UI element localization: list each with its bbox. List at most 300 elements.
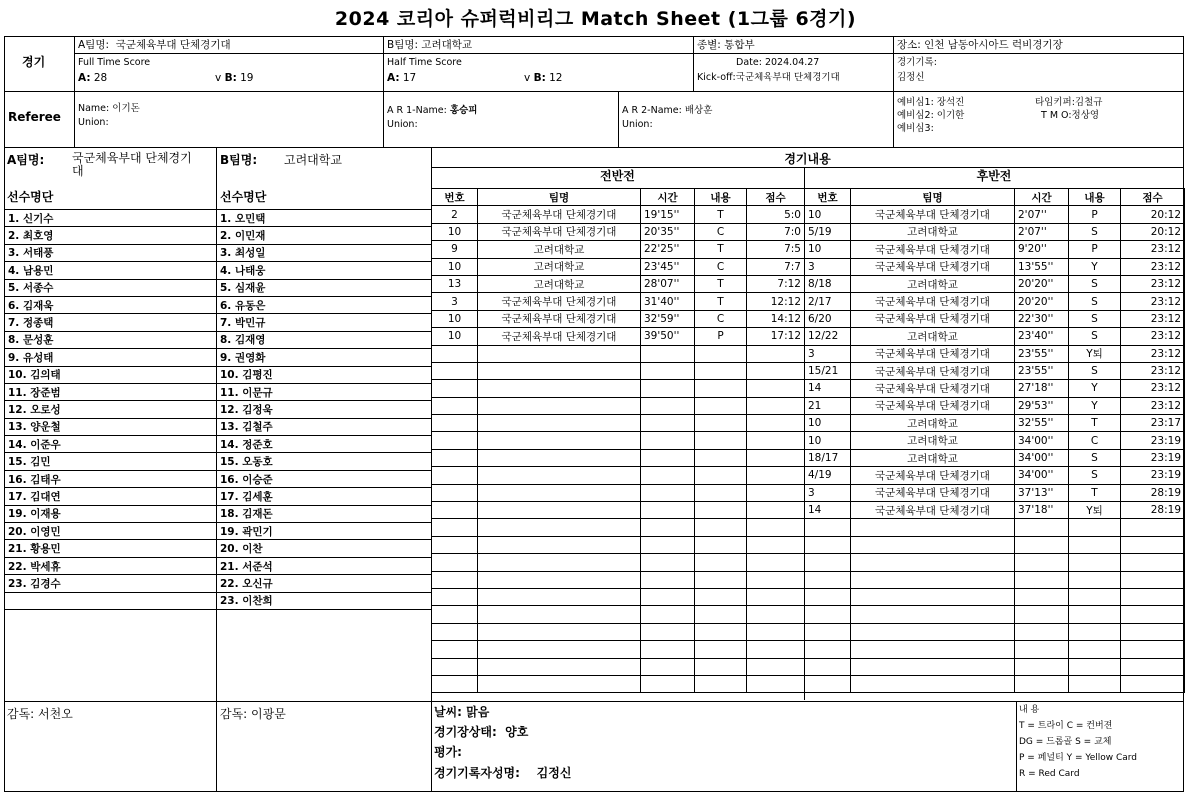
event-score (747, 536, 805, 553)
event-row (805, 658, 1185, 675)
event-team: 국군체육부대 단체경기대 (851, 310, 1015, 327)
date-field (736, 57, 819, 69)
category-value: 통합부 (724, 39, 755, 51)
event-time: 37'13'' (1015, 484, 1069, 501)
player-b: 13. 김철주 (217, 418, 432, 435)
event-type: C (1069, 432, 1121, 449)
events-header-cell: 점수 (1121, 189, 1185, 206)
events-header-cell: 점수 (747, 189, 805, 206)
event-team (851, 554, 1015, 571)
event-team (851, 675, 1015, 692)
ar2-name: 배상훈 (684, 105, 713, 116)
event-team: 고려대학교 (851, 415, 1015, 432)
roster-row (5, 296, 432, 313)
event-team (478, 641, 641, 658)
events-header-cell: 번호 (432, 189, 478, 206)
event-time (641, 554, 695, 571)
ar2-union-label: Union: (622, 119, 653, 130)
event-team (851, 536, 1015, 553)
event-type: Y (1069, 380, 1121, 397)
player-b: 4. 나태웅 (217, 262, 432, 279)
team-a-field (78, 39, 231, 51)
events-title: 경기내용 (784, 152, 831, 166)
roster-row (5, 557, 432, 574)
event-time (641, 484, 695, 501)
second-half-table (804, 188, 1185, 693)
player-b: 16. 이승준 (217, 470, 432, 487)
event-team (478, 432, 641, 449)
player-b: 20. 이찬 (217, 540, 432, 557)
event-time (641, 536, 695, 553)
event-type: Y (1069, 397, 1121, 414)
roster-a-header: 선수명단 (7, 190, 54, 204)
event-type (695, 467, 747, 484)
event-row (805, 397, 1185, 414)
event-number (805, 675, 851, 692)
full-v: v (215, 72, 222, 84)
eval-label: 평가: (434, 745, 462, 759)
event-row (432, 397, 805, 414)
event-team (851, 588, 1015, 605)
event-type (1069, 571, 1121, 588)
event-team: 국군체육부대 단체경기대 (851, 502, 1015, 519)
ar2-label: A R 2-Name: (622, 105, 682, 116)
event-time (641, 658, 695, 675)
event-row (432, 449, 805, 466)
event-time (641, 432, 695, 449)
event-row (432, 415, 805, 432)
legend-4: R = Red Card (1019, 769, 1080, 779)
event-team (478, 467, 641, 484)
event-number (432, 449, 478, 466)
event-time: 39'50'' (641, 328, 695, 345)
event-number: 15/21 (805, 362, 851, 379)
event-row (432, 484, 805, 501)
event-time: 9'20'' (1015, 241, 1069, 258)
event-number (432, 606, 478, 623)
event-number (432, 397, 478, 414)
event-type (1069, 519, 1121, 536)
event-time: 20'20'' (1015, 275, 1069, 292)
ar1-union-label: Union: (387, 119, 418, 130)
event-score (747, 606, 805, 623)
event-row (805, 502, 1185, 519)
event-team: 국군체육부대 단체경기대 (851, 258, 1015, 275)
event-row (432, 623, 805, 640)
event-row (805, 519, 1185, 536)
roster-a-team-line1: 국군체육부대 단체경기 (72, 151, 192, 165)
event-type (695, 432, 747, 449)
event-team: 국군체육부대 단체경기대 (851, 362, 1015, 379)
event-team (478, 588, 641, 605)
event-time: 32'59'' (641, 310, 695, 327)
event-time (641, 345, 695, 362)
events-header-row (432, 189, 805, 206)
first-half-table (431, 188, 805, 693)
event-number (432, 362, 478, 379)
roster-row (5, 314, 432, 331)
reserve-1: 예비심1: 장석진 (897, 97, 965, 108)
category-label: 종별: (697, 39, 721, 51)
event-type: T (1069, 415, 1121, 432)
event-number: 3 (805, 484, 851, 501)
legend-1: T = 트라이 C = 컨버젼 (1019, 721, 1113, 731)
roster-row (5, 401, 432, 418)
event-team (478, 362, 641, 379)
event-row (432, 658, 805, 675)
event-score (1121, 588, 1185, 605)
event-score: 23:19 (1121, 432, 1185, 449)
event-number: 2/17 (805, 293, 851, 310)
roster-row (5, 366, 432, 383)
event-type: C (695, 223, 747, 240)
event-type: S (1069, 362, 1121, 379)
event-number: 2 (432, 206, 478, 223)
event-time (1015, 606, 1069, 623)
event-team (851, 519, 1015, 536)
event-time: 20'35'' (641, 223, 695, 240)
event-score (747, 345, 805, 362)
player-b: 17. 김세훈 (217, 488, 432, 505)
roster-row (5, 575, 432, 592)
event-time: 23'40'' (1015, 328, 1069, 345)
second-half-title: 후반전 (976, 169, 1012, 183)
event-number (432, 519, 478, 536)
event-type: Y (1069, 258, 1121, 275)
event-type (695, 571, 747, 588)
recorder-sign-label: 경기기록자성명: (434, 766, 520, 780)
event-row (432, 519, 805, 536)
player-b: 22. 오신규 (217, 575, 432, 592)
referee-box (4, 91, 1184, 148)
half-b-label: B: (533, 72, 546, 84)
event-time (1015, 675, 1069, 692)
event-number: 8/18 (805, 275, 851, 292)
player-a: 16. 김태우 (5, 470, 217, 487)
roster-row (5, 331, 432, 348)
event-team (478, 536, 641, 553)
event-score (747, 658, 805, 675)
ar2-field (622, 105, 712, 117)
event-type: T (695, 206, 747, 223)
event-time: 27'18'' (1015, 380, 1069, 397)
player-a: 17. 김대연 (5, 488, 217, 505)
roster-a-team-line2: 대 (72, 164, 84, 178)
event-time (1015, 641, 1069, 658)
event-score: 23:12 (1121, 293, 1185, 310)
event-row (805, 675, 1185, 692)
event-team (478, 484, 641, 501)
event-team: 고려대학교 (851, 275, 1015, 292)
legend-title: 내 용 (1019, 705, 1040, 715)
player-b: 12. 김정욱 (217, 401, 432, 418)
event-team: 고려대학교 (851, 223, 1015, 240)
player-a: 19. 이재용 (5, 505, 217, 522)
event-time: 2'07'' (1015, 223, 1069, 240)
venue-field (897, 39, 1063, 51)
event-score: 7:7 (747, 258, 805, 275)
event-row (432, 275, 805, 292)
event-number (805, 588, 851, 605)
player-a: 5. 서종수 (5, 279, 217, 296)
event-score: 20:12 (1121, 206, 1185, 223)
event-team: 국군체육부대 단체경기대 (478, 293, 641, 310)
event-number: 10 (432, 223, 478, 240)
event-number: 3 (805, 258, 851, 275)
player-b: 7. 박민규 (217, 314, 432, 331)
event-type (695, 641, 747, 658)
full-b-value: 19 (240, 72, 254, 84)
event-number: 18/17 (805, 449, 851, 466)
event-score (747, 415, 805, 432)
roster-a-team-label: A팀명: (7, 153, 45, 167)
event-time (1015, 571, 1069, 588)
event-number: 14 (805, 502, 851, 519)
team-a-name: 국군체육부대 단체경기대 (115, 39, 231, 51)
recorder-label: 경기기록: (897, 57, 937, 68)
event-number (432, 502, 478, 519)
event-number (805, 554, 851, 571)
event-number: 10 (432, 310, 478, 327)
reserve-3: 예비심3: (897, 123, 934, 134)
roster-row (5, 244, 432, 261)
page-title: 2024 코리아 슈퍼럭비리그 Match Sheet (1그룹 6경기) (334, 8, 857, 30)
event-score (1121, 623, 1185, 640)
player-b: 11. 이문규 (217, 383, 432, 400)
event-score (1121, 606, 1185, 623)
event-row (432, 606, 805, 623)
event-score: 23:12 (1121, 275, 1185, 292)
event-time (641, 502, 695, 519)
event-number: 14 (805, 380, 851, 397)
team-b-label: B팀명: (387, 39, 419, 51)
event-row (432, 554, 805, 571)
half-a-value: 17 (402, 72, 417, 84)
roster-row (5, 505, 432, 522)
roster-row (5, 488, 432, 505)
event-score: 23:12 (1121, 241, 1185, 258)
roster-row (5, 262, 432, 279)
event-score (1121, 536, 1185, 553)
event-number: 5/19 (805, 223, 851, 240)
player-a: 8. 문성훈 (5, 331, 217, 348)
event-number (432, 588, 478, 605)
event-number: 6/20 (805, 310, 851, 327)
event-type: P (1069, 206, 1121, 223)
event-type (695, 415, 747, 432)
coach-a: 감독: 서천오 (7, 707, 73, 721)
roster-row (5, 592, 432, 609)
event-team (478, 345, 641, 362)
event-score: 7:12 (747, 275, 805, 292)
event-team (851, 623, 1015, 640)
event-time (1015, 623, 1069, 640)
event-number: 13 (432, 275, 478, 292)
event-number (805, 606, 851, 623)
event-score: 28:19 (1121, 484, 1185, 501)
event-team: 국군체육부대 단체경기대 (478, 223, 641, 240)
event-type (695, 606, 747, 623)
event-time: 23'55'' (1015, 345, 1069, 362)
event-row (805, 536, 1185, 553)
event-row (432, 641, 805, 658)
player-b: 19. 곽민기 (217, 523, 432, 540)
event-number (432, 415, 478, 432)
event-score (747, 362, 805, 379)
team-b-name: 고려대학교 (421, 39, 473, 51)
player-b: 23. 이찬희 (217, 592, 432, 609)
event-type (1069, 606, 1121, 623)
half-a-label: A: (387, 72, 400, 84)
event-type (1069, 675, 1121, 692)
event-time: 22'30'' (1015, 310, 1069, 327)
event-type (695, 554, 747, 571)
roster-row (5, 227, 432, 244)
event-score (747, 484, 805, 501)
event-type (695, 484, 747, 501)
event-score (747, 623, 805, 640)
event-score: 23:12 (1121, 345, 1185, 362)
player-a: 10. 김의태 (5, 366, 217, 383)
event-row (805, 380, 1185, 397)
player-a: 12. 오로성 (5, 401, 217, 418)
roster-row (5, 436, 432, 453)
player-a: 15. 김민 (5, 453, 217, 470)
event-time: 34'00'' (1015, 449, 1069, 466)
event-score (1121, 675, 1185, 692)
event-row (805, 554, 1185, 571)
event-team (478, 502, 641, 519)
event-score: 20:12 (1121, 223, 1185, 240)
timekeeper: 타임키퍼:김철규 (1035, 97, 1103, 108)
event-row (432, 502, 805, 519)
event-score (1121, 571, 1185, 588)
event-type (695, 675, 747, 692)
event-number (432, 536, 478, 553)
date-label: Date: (736, 57, 762, 68)
event-number: 3 (432, 293, 478, 310)
event-score: 5:0 (747, 206, 805, 223)
event-type: S (1069, 467, 1121, 484)
reserve-2: 예비심2: 이기한 (897, 110, 965, 121)
player-a: 1. 신기수 (5, 210, 217, 227)
event-row (432, 258, 805, 275)
event-type: S (1069, 449, 1121, 466)
event-team (851, 658, 1015, 675)
event-team (478, 397, 641, 414)
event-score (1121, 658, 1185, 675)
event-type (695, 502, 747, 519)
event-team: 국군체육부대 단체경기대 (478, 310, 641, 327)
event-time: 32'55'' (1015, 415, 1069, 432)
event-number: 9 (432, 241, 478, 258)
roster-row (5, 453, 432, 470)
event-team: 국군체육부대 단체경기대 (478, 206, 641, 223)
roster-row (5, 210, 432, 227)
weather-label: 날씨: (434, 705, 462, 719)
event-time: 28'07'' (641, 275, 695, 292)
event-time (641, 588, 695, 605)
event-row (805, 588, 1185, 605)
referee-union-label: Union: (78, 117, 109, 128)
event-team: 고려대학교 (478, 241, 641, 258)
event-time (1015, 554, 1069, 571)
player-b: 21. 서준석 (217, 557, 432, 574)
event-score (747, 675, 805, 692)
event-row (805, 241, 1185, 258)
event-type (695, 397, 747, 414)
event-type: T (1069, 484, 1121, 501)
event-type: T (695, 293, 747, 310)
field-value: 양호 (505, 725, 529, 739)
event-score: 14:12 (747, 310, 805, 327)
event-row (805, 328, 1185, 345)
referee-name: 이기돈 (112, 103, 140, 114)
event-type: S (1069, 275, 1121, 292)
player-a: 14. 이준우 (5, 436, 217, 453)
tmo: T M O:정상영 (1041, 110, 1100, 121)
event-team: 국군체육부대 단체경기대 (851, 345, 1015, 362)
event-type: P (695, 328, 747, 345)
player-b: 8. 김재영 (217, 331, 432, 348)
event-time (1015, 588, 1069, 605)
event-type: S (1069, 223, 1121, 240)
event-time (641, 362, 695, 379)
event-team: 고려대학교 (851, 449, 1015, 466)
event-time: 22'25'' (641, 241, 695, 258)
event-score: 7:5 (747, 241, 805, 258)
events-header-cell: 번호 (805, 189, 851, 206)
half-v: v (524, 72, 531, 84)
event-row (805, 571, 1185, 588)
event-team: 국군체육부대 단체경기대 (851, 206, 1015, 223)
player-a: 20. 이영민 (5, 523, 217, 540)
event-score: 28:19 (1121, 502, 1185, 519)
player-b: 5. 심재윤 (217, 279, 432, 296)
date-value: 2024.04.27 (764, 57, 820, 68)
event-number (432, 571, 478, 588)
event-row (432, 362, 805, 379)
event-time (641, 571, 695, 588)
event-score (747, 519, 805, 536)
roster-row (5, 418, 432, 435)
event-number: 10 (805, 432, 851, 449)
event-number: 10 (432, 328, 478, 345)
full-b-score (215, 72, 253, 84)
event-row (805, 275, 1185, 292)
roster-row (5, 383, 432, 400)
event-time: 34'00'' (1015, 467, 1069, 484)
kickoff-label: Kick-off: (697, 72, 736, 83)
event-number (432, 467, 478, 484)
kickoff-field (697, 72, 891, 84)
player-b: 10. 김평진 (217, 366, 432, 383)
event-score (747, 449, 805, 466)
event-row (805, 310, 1185, 327)
event-score: 23:19 (1121, 467, 1185, 484)
event-team (851, 641, 1015, 658)
player-b: 6. 유동은 (217, 296, 432, 313)
event-row (805, 345, 1185, 362)
event-time: 23'55'' (1015, 362, 1069, 379)
event-type (1069, 588, 1121, 605)
ar1-field (387, 105, 477, 117)
event-time (641, 380, 695, 397)
player-b: 15. 오동호 (217, 453, 432, 470)
event-type (695, 449, 747, 466)
event-number (432, 345, 478, 362)
kickoff-value: 국군체육부대 단체경기대 (735, 72, 840, 83)
